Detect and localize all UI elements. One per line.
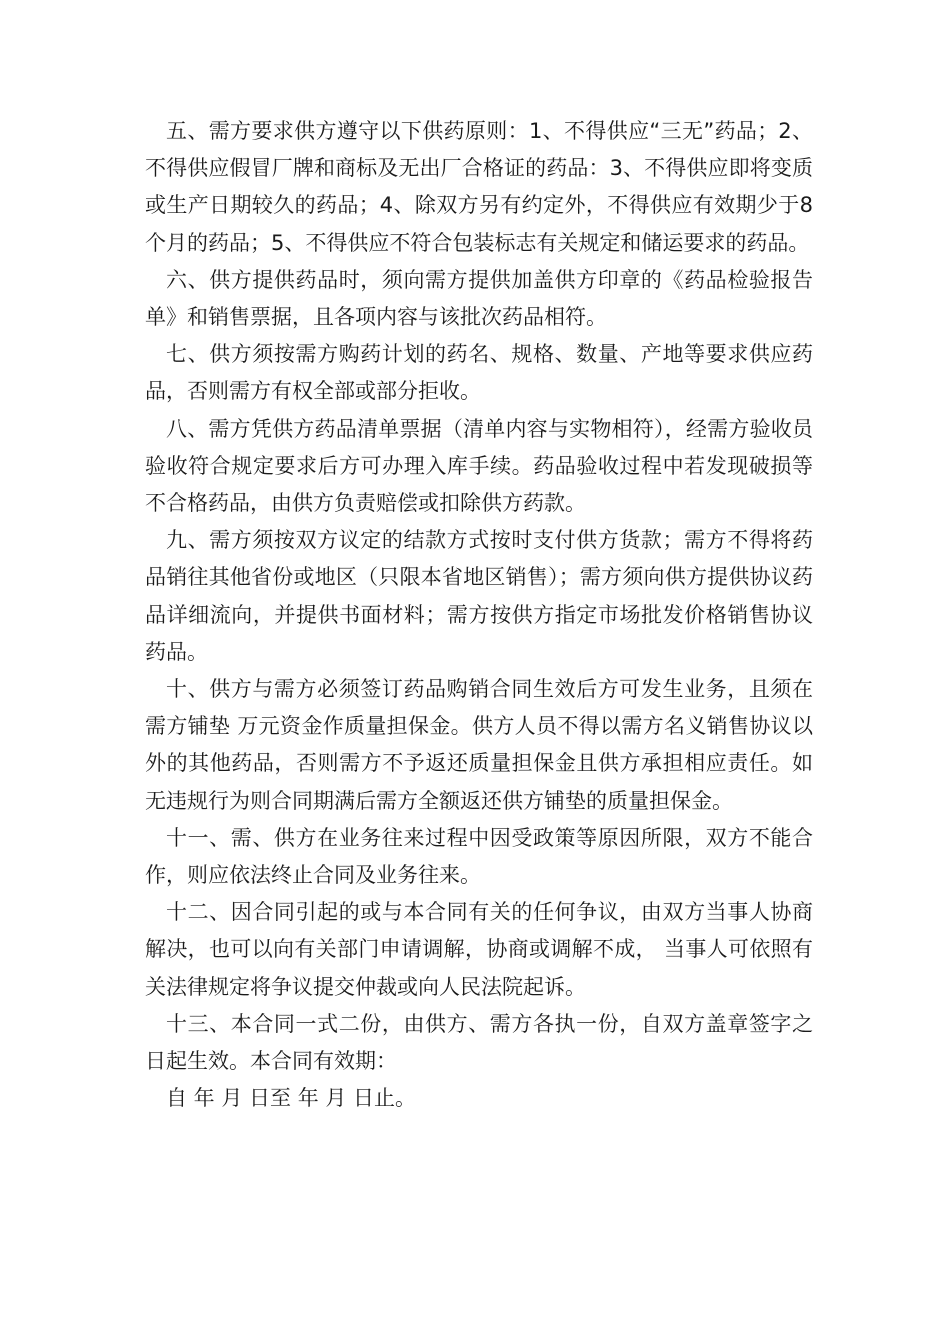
clause-13: 十三、本合同一式二份，由供方、需方各执一份，自双方盖章签字之日起生效。本合同有效期：: [145, 1011, 813, 1074]
contract-body: [145, 113, 813, 1117]
clause-10: 十、供方与需方必须签订药品购销合同生效后方可发生业务，且须在需方铺垫 万元资金作质量担保金。供方人员不得以需方名义销售协议以外的其他药品，否则需方不予返还质量担保金且供方承担相应责任。如无违规行为则合同期满后需方全额返还供方铺垫的质量担保金。: [145, 677, 813, 813]
clause-9: 九、需方须按双方议定的结款方式按时支付供方货款；需方不得将药品销往其他省份或地区（只限本省地区销售）；需方须向供方提供协议药品详细流向，并提供书面材料；需方按供方指定市场批发价格销售协议药品。: [145, 528, 813, 664]
clause-11: 十一、需、供方在业务往来过程中因受政策等原因所限，双方不能合作，则应依法终止合同及业务往来。: [145, 825, 813, 888]
clause-5: 五、需方要求供方遵守以下供药原则：1、不得供应“三无”药品；2、不得供应假冒厂牌和商标及无出厂合格证的药品：3、不得供应即将变质或生产日期较久的药品；4、除双方另有约定外，不得供应有效期少于8个月的药品；5、不得供应不符合包装标志有关规定和储运要求的药品。: [145, 119, 813, 255]
clause-12: 十二、因合同引起的或与本合同有关的任何争议，由双方当事人协商解决，也可以向有关部门申请调解，协商或调解不成， 当事人可依照有关法律规定将争议提交仲裁或向人民法院起诉。: [145, 900, 813, 999]
clause-6: 六、供方提供药品时，须向需方提供加盖供方印章的《药品检验报告单》和销售票据，且各项内容与该批次药品相符。: [145, 267, 813, 330]
validity-period-line: 自 年 月 日至 年 月 日止。: [166, 1086, 417, 1111]
clause-8: 八、需方凭供方药品清单票据（清单内容与实物相符），经需方验收员验收符合规定要求后方可办理入库手续。药品验收过程中若发现破损等不合格药品，由供方负责赔偿或扣除供方药款。: [145, 416, 813, 516]
clause-7: 七、供方须按需方购药计划的药名、规格、数量、产地等要求供应药品，否则需方有权全部或部分拒收。: [145, 342, 813, 404]
